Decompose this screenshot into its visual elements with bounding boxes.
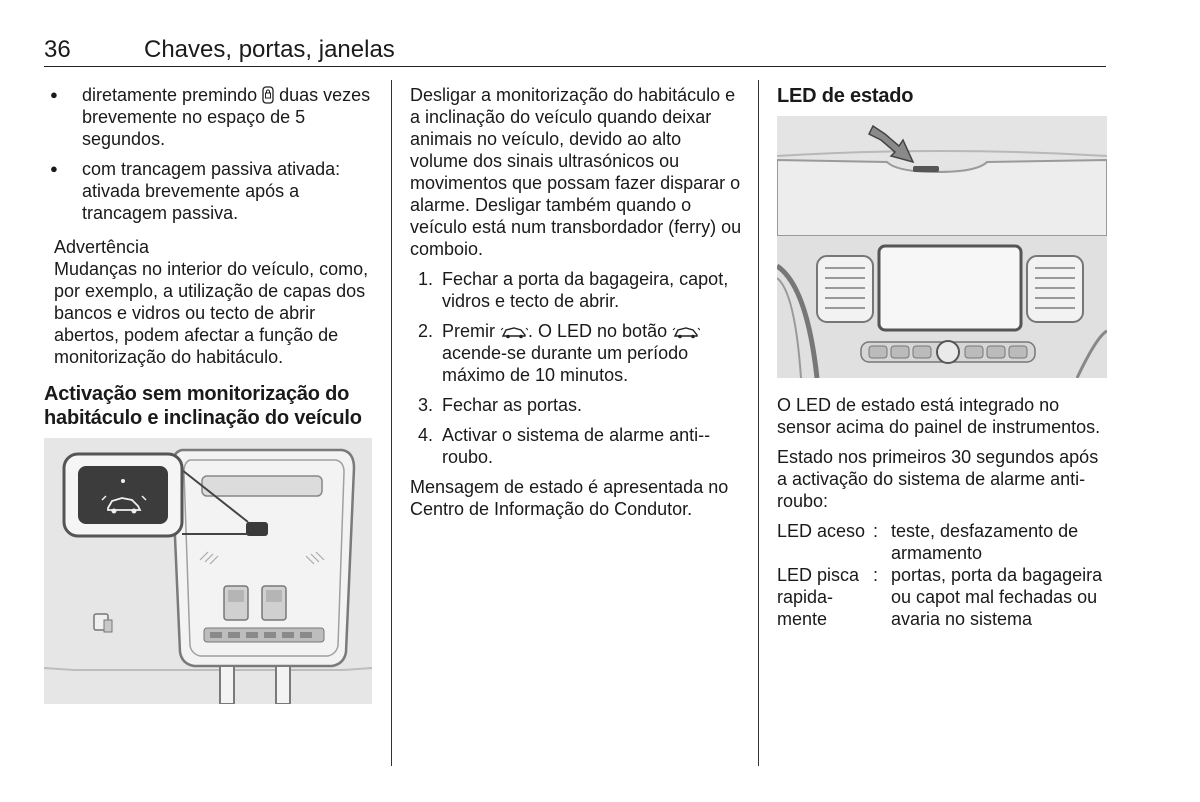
column-divider bbox=[758, 80, 759, 766]
paragraph: Desligar a monitorização do habitáculo e a inclinação do veículo quando deixar animais no veículo, devido ao alto volume dos sinais ultrasónicos ou movimentos que possam fazer disparar o alarme. Desligar também quando o veículo está num transbordador (ferry) ou comboio. bbox=[410, 85, 742, 259]
section-heading: LED de estado bbox=[777, 85, 914, 107]
separator: : bbox=[873, 521, 879, 541]
warning-text: Mudanças no interior do veículo, como, por exemplo, a utilização de capas dos bancos e vidros ou tecto de abrir abertos, podem afectar a função de monitorização do habitáculo. bbox=[54, 259, 369, 367]
warning-title: Advertência bbox=[54, 237, 150, 257]
page-header bbox=[44, 30, 1106, 67]
page-title: Chaves, portas, janelas bbox=[144, 36, 395, 63]
column-divider bbox=[391, 80, 392, 766]
list-item: 1. Fechar a porta da bagageira, capot, vidros e tecto de abrir. bbox=[418, 269, 729, 311]
led-state-meaning: teste, desfazamento de armamento bbox=[891, 521, 1079, 563]
car-alarm-icon bbox=[672, 325, 700, 339]
car-alarm-icon bbox=[500, 325, 528, 339]
dashboard-figure bbox=[777, 116, 1107, 378]
led-status-table bbox=[777, 520, 1107, 630]
led-state-meaning: portas, porta da bagageira ou capot mal fechadas ou avaria no sistema bbox=[891, 565, 1103, 629]
section-heading: Activação sem monitorização do habitáculo e inclinação do veículo bbox=[44, 383, 362, 429]
list-item: ● com trancagem passiva ativada: ativada brevemente após a trancagem passiva. bbox=[44, 158, 374, 224]
column-right bbox=[777, 84, 1107, 630]
warning-box bbox=[54, 236, 374, 368]
lock-key-icon bbox=[262, 86, 274, 104]
paragraph: O LED de estado está integrado no sensor acima do painel de instrumentos. bbox=[777, 395, 1101, 437]
list-item: ● diretamente premindo duas vezes brevemente no espaço de 5 segundos. bbox=[44, 84, 374, 150]
table-row bbox=[777, 564, 1107, 630]
roof-console-illustration bbox=[44, 438, 372, 704]
steps-list bbox=[410, 268, 744, 468]
paragraph: Estado nos primeiros 30 segundos após a activação do sistema de alarme anti-roubo: bbox=[777, 447, 1099, 511]
list-item: 2. Premir . O LED no botão acende-se durante um período máximo de 10 minutos. bbox=[410, 320, 744, 386]
roof-console-figure bbox=[44, 438, 372, 704]
led-state-label: LED aceso bbox=[777, 521, 866, 541]
column-middle bbox=[410, 84, 744, 528]
list-item: 4. Activar o sistema de alarme anti--roubo. bbox=[418, 425, 711, 467]
list-item: 3. Fechar as portas. bbox=[418, 395, 583, 415]
bullet-list bbox=[44, 84, 374, 224]
dashboard-illustration bbox=[777, 116, 1107, 378]
led-state-label: LED pisca rapida-mente bbox=[777, 565, 860, 629]
table-row bbox=[777, 520, 1107, 564]
page-number: 36 bbox=[44, 36, 71, 63]
separator: : bbox=[873, 565, 879, 585]
paragraph: Mensagem de estado é apresentada no Centro de Informação do Condutor. bbox=[410, 477, 729, 519]
column-left bbox=[44, 84, 374, 704]
